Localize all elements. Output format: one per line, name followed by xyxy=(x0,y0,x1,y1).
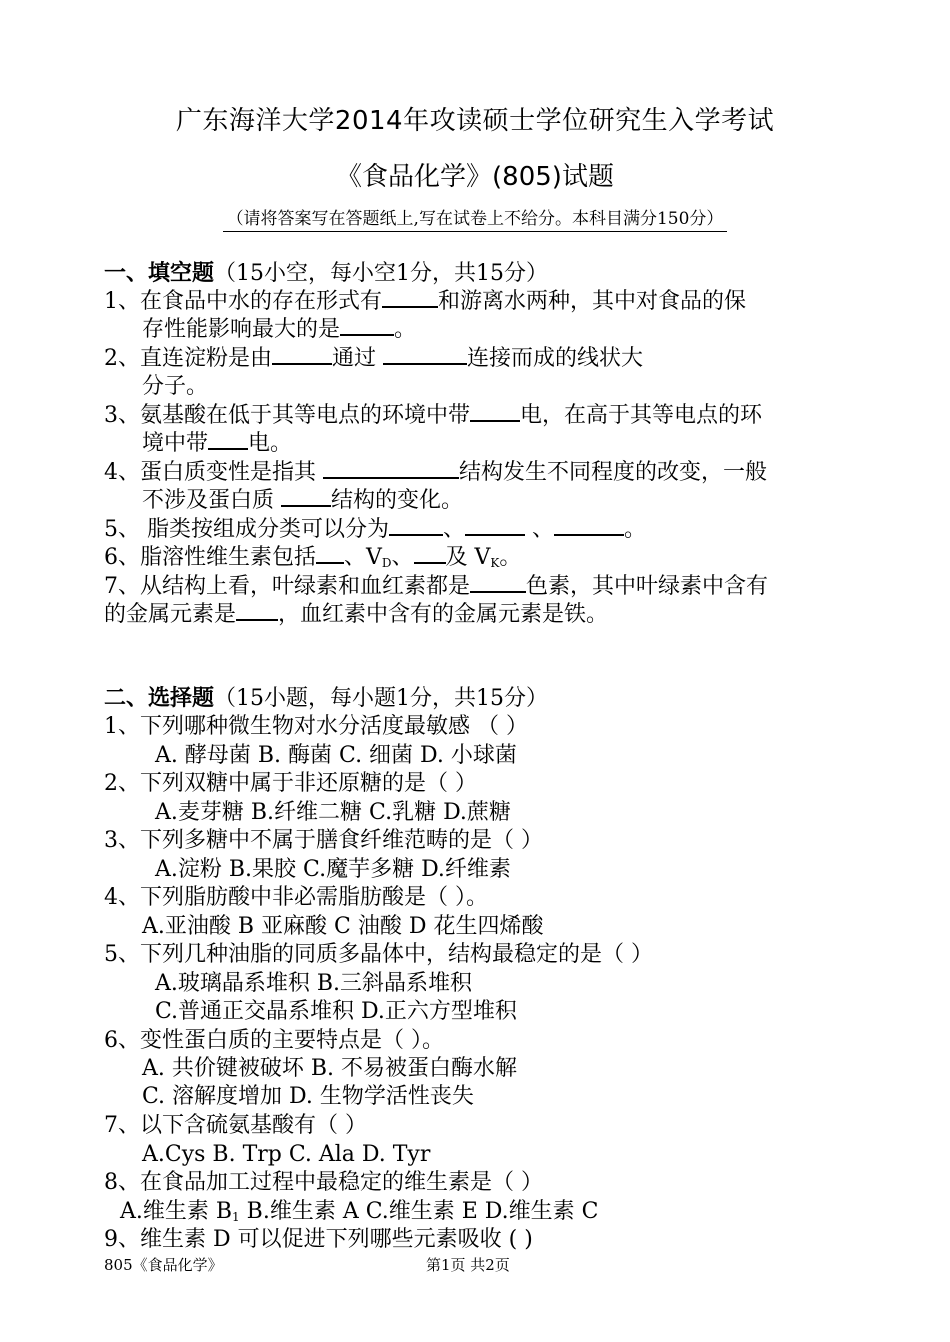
exam-title: 广东海洋大学2014年攻读硕士学位研究生入学考试 xyxy=(175,106,775,136)
s2-q4-options: A.亚油酸 B 亚麻酸 C 油酸 D 花生四烯酸 xyxy=(142,914,544,939)
footer-page-number: 第1页 共2页 xyxy=(426,1256,510,1274)
s2-q7: 7、以下含硫氨基酸有（ ） xyxy=(104,1113,367,1138)
section2-heading: 二、选择题（15小题，每小题1分，共15分） xyxy=(104,685,549,711)
exam-note: （请将答案写在答题纸上,写在试卷上不给分。本科目满分150分） xyxy=(0,204,950,232)
s2-q2: 2、下列双糖中属于非还原糖的是（ ） xyxy=(104,771,477,796)
s1-q4-line2: 不涉及蛋白质 结构的变化。 xyxy=(142,488,464,513)
s2-q5: 5、下列几种油脂的同质多晶体中，结构最稳定的是（ ） xyxy=(104,942,653,967)
s1-q1-line2: 存性能影响最大的是 。 xyxy=(142,317,417,342)
s2-q3-options: A.淀粉 B.果胶 C.魔芋多糖 D.纤维素 xyxy=(155,857,511,882)
s1-q3-line2: 境中带 电。 xyxy=(142,431,293,456)
s1-q4-line1: 4、蛋白质变性是指其 结构发生不同程度的改变，一般 xyxy=(104,460,768,485)
s2-q7-options: A.Cys B. Trp C. Ala D. Tyr xyxy=(142,1142,431,1167)
s2-q1: 1、下列哪种微生物对水分活度最敏感 （ ） xyxy=(104,714,528,739)
s2-q6-options1: A. 共价键被破坏 B. 不易被蛋白酶水解 xyxy=(142,1056,518,1081)
s2-q2-options: A.麦芽糖 B.纤维二糖 C.乳糖 D.蔗糖 xyxy=(155,800,511,825)
s2-q4: 4、下列脂肪酸中非必需脂肪酸是（ ）。 xyxy=(104,885,488,910)
s1-q3-line1: 3、氨基酸在低于其等电点的环境中带 电，在高于其等电点的环 xyxy=(104,403,763,428)
s2-q1-options: A. 酵母菌 B. 酶菌 C. 细菌 D. 小球菌 xyxy=(155,743,517,768)
s2-q8-options: A.维生素 $B_1$ B.维生素 A C.维生素 E D.维生素 C xyxy=(120,1199,599,1224)
s1-q1-line1: 1、在食品中水的存在形式有 和游离水两种，其中对食品的保 xyxy=(104,289,747,314)
s2-q5-options1: A.玻璃晶系堆积 B.三斜晶系堆积 xyxy=(155,971,473,996)
s2-q3: 3、下列多糖中不属于膳食纤维范畴的是（ ） xyxy=(104,828,543,853)
exam-subtitle: 《食品化学》(805)试题 xyxy=(336,162,614,192)
section1-heading: 一、填空题（15小空，每小空1分，共15分） xyxy=(104,260,549,286)
s2-q6-options2: C. 溶解度增加 D. 生物学活性丧失 xyxy=(142,1084,474,1109)
s1-q5: 5、 脂类按组成分类可以分为 、 、 。 xyxy=(104,517,647,542)
footer-course: 805《食品化学》 xyxy=(104,1256,223,1274)
s2-q5-options2: C.普通正交晶系堆积 D.正六方型堆积 xyxy=(155,999,517,1024)
s1-q2-line2: 分子。 xyxy=(142,374,209,399)
s2-q9: 9、维生素 D 可以促进下列哪些元素吸收 ( ) xyxy=(104,1227,533,1252)
s1-q7-line2: 的金属元素是 ，血红素中含有的金属元素是铁。 xyxy=(104,602,609,627)
s2-q8: 8、在食品加工过程中最稳定的维生素是（ ） xyxy=(104,1170,543,1195)
s2-q6: 6、变性蛋白质的主要特点是（ ）。 xyxy=(104,1028,444,1053)
s1-q6: 6、脂溶性维生素包括 、$V_D$、 及 $V_K$。 xyxy=(104,545,522,570)
s1-q2-line1: 2、直连淀粉是由 通过 连接而成的线状大 xyxy=(104,346,644,371)
s1-q7-line1: 7、从结构上看，叶绿素和血红素都是 色素，其中叶绿素中含有 xyxy=(104,574,769,599)
